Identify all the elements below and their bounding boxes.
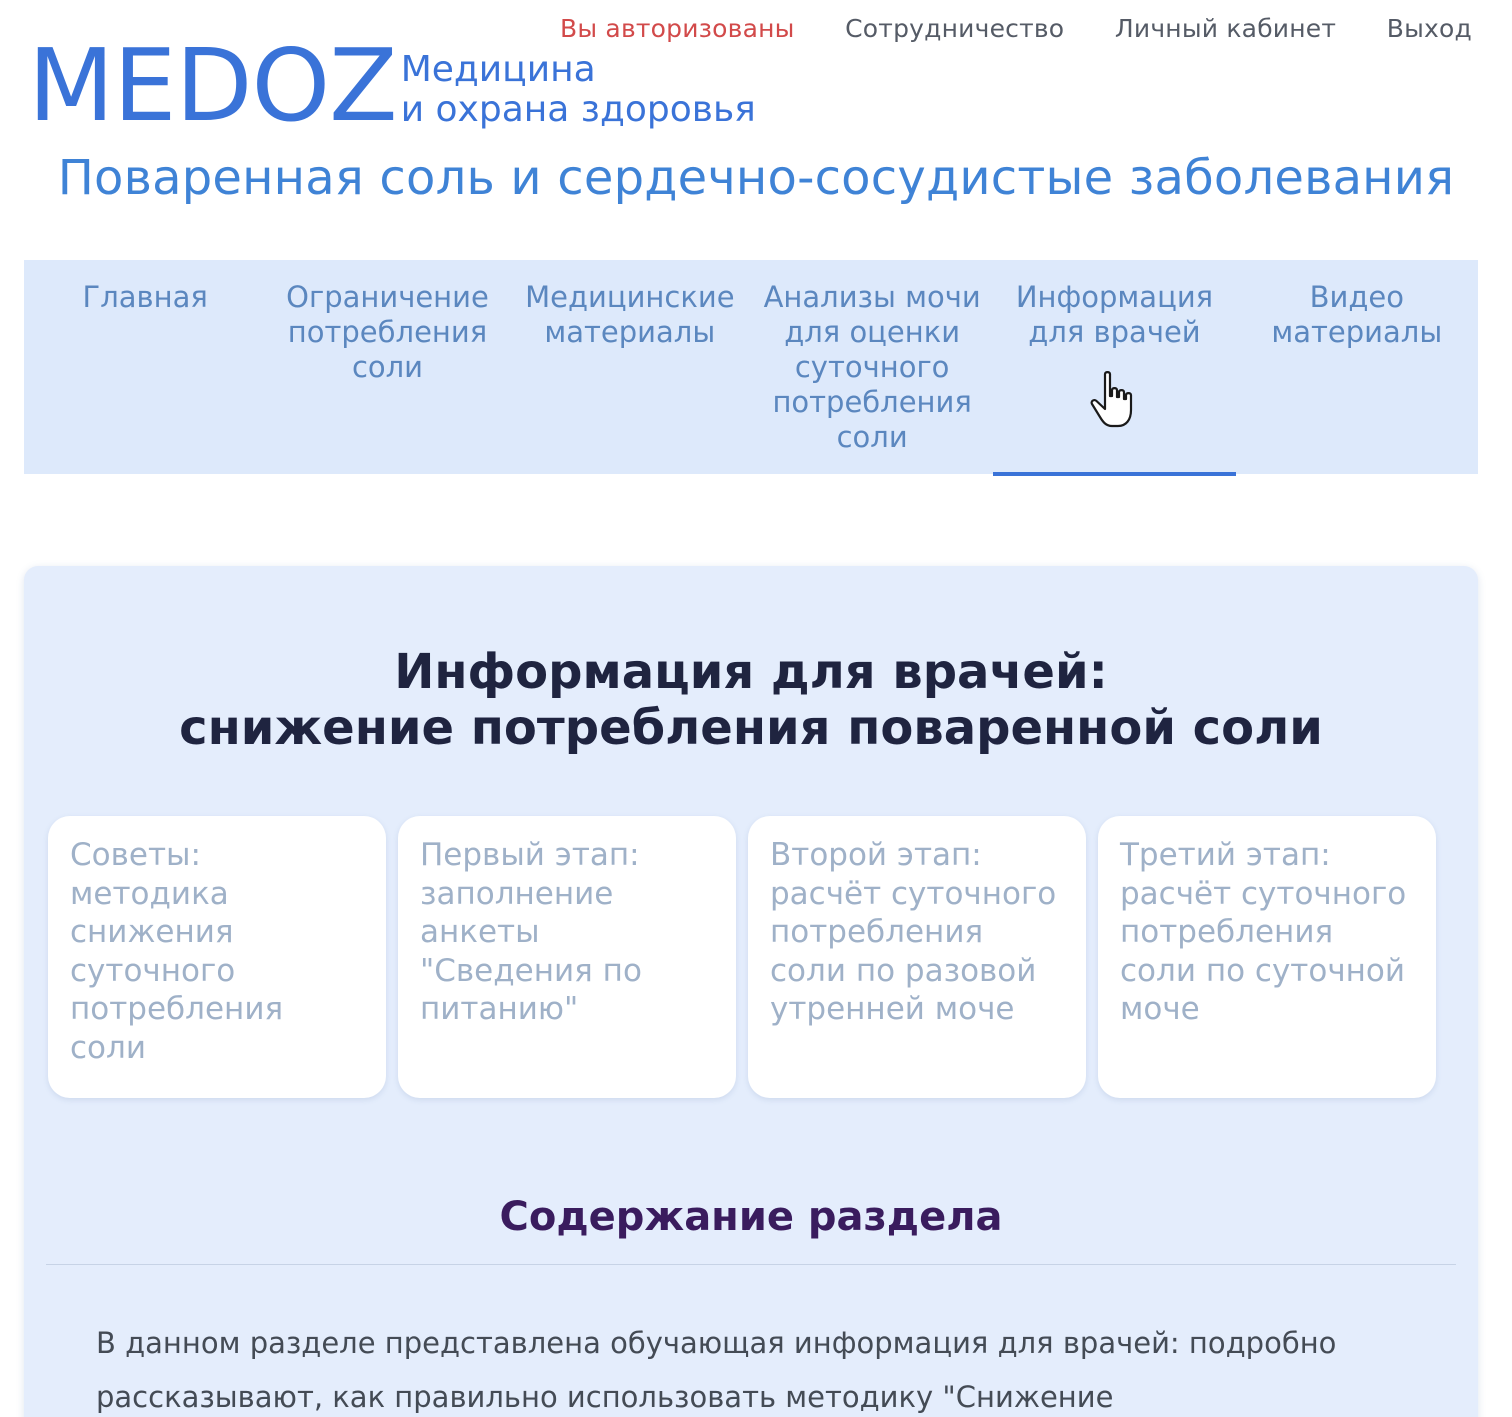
site-logo[interactable] (28, 27, 756, 144)
logout-link[interactable]: Выход (1386, 13, 1472, 43)
nav-item-video-materials[interactable]: Видео материалы (1271, 280, 1443, 349)
logo-tagline-line2: и охрана здоровья (400, 89, 756, 130)
site-title: Поваренная соль и сердечно-сосудистые заболевания (57, 150, 1455, 206)
panel-title (24, 644, 1478, 756)
auth-status-link[interactable]: Вы авторизованы (560, 13, 795, 43)
nav-item-medical-materials[interactable]: Медицинские материалы (525, 280, 735, 349)
card-tips[interactable]: Советы: методика снижения суточного потребления соли (48, 816, 386, 1098)
card-stage-three[interactable]: Третий этап: расчёт суточного потребления соли по суточной моче (1098, 816, 1436, 1098)
nav-item-doctors-info[interactable]: Информация для врачей (993, 260, 1235, 474)
card-stage-one[interactable]: Первый этап: заполнение анкеты "Сведения по питанию" (398, 816, 736, 1098)
panel-title-line2: снижение потребления поваренной соли (179, 700, 1323, 756)
nav-item-salt-restriction[interactable]: Ограничение потребления соли (286, 280, 489, 384)
card-stage-two[interactable]: Второй этап: расчёт суточного потребления соли по разовой утренней моче (748, 816, 1086, 1098)
logo-tagline (401, 50, 756, 130)
nav-item-urine-tests[interactable]: Анализы мочи для оценки суточного потребления соли (763, 280, 981, 454)
section-text: В данном разделе представлена обучающая информация для врачей: подробно рассказывают, как правильно использовать методику "Снижение (96, 1326, 1337, 1414)
cooperation-link[interactable]: Сотрудничество (845, 13, 1065, 43)
logo-brand: MEDOZ (28, 27, 397, 144)
section-title: Содержание раздела (499, 1194, 1003, 1240)
section-divider (46, 1264, 1456, 1265)
nav-item-home[interactable]: Главная (82, 280, 208, 314)
cards-row (48, 816, 1436, 1098)
doctors-info-panel (24, 566, 1478, 1417)
logo-tagline-line1: Медицина (400, 49, 596, 90)
main-nav (24, 260, 1478, 474)
account-link[interactable]: Личный кабинет (1114, 13, 1337, 43)
panel-title-line1: Информация для врачей: (394, 644, 1108, 700)
